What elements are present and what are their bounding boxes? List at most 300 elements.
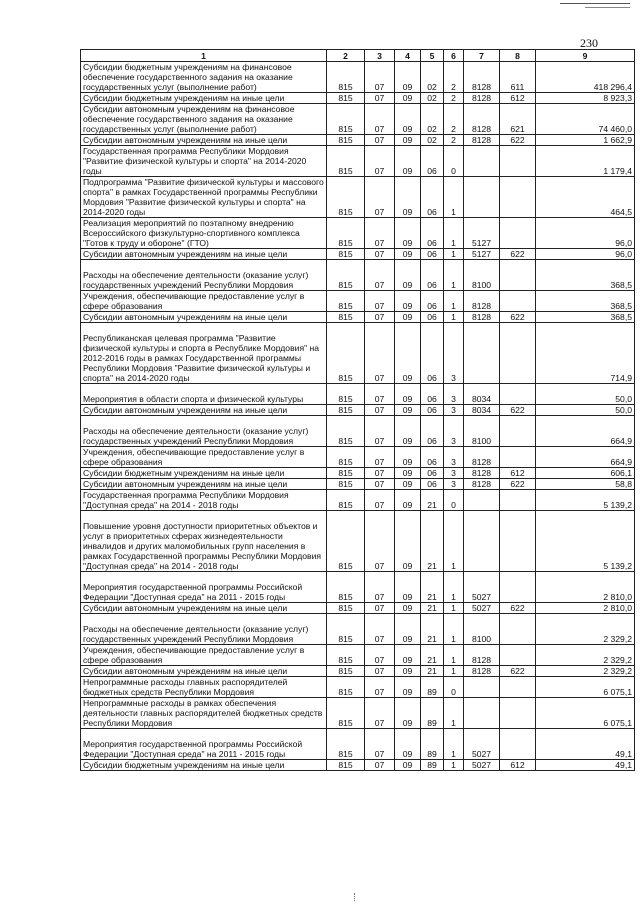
cell-ministry-code: 815 [327, 177, 365, 218]
cell-section: 07 [365, 104, 395, 135]
cell-subprogram: 1 [444, 698, 464, 729]
cell-subprogram: 1 [444, 291, 464, 312]
cell-item-code: 8128 [464, 468, 500, 479]
cell-subprogram: 3 [444, 447, 464, 468]
table-row [81, 291, 635, 312]
cell-amount: 664,9 [536, 416, 635, 447]
cell-name: Учреждения, обеспечивающие предоставление услуг в сфере образования [81, 645, 327, 666]
cell-section: 07 [365, 291, 395, 312]
cell-ministry-code: 815 [327, 698, 365, 729]
table-header-row [81, 50, 635, 62]
cell-ministry-code: 815 [327, 135, 365, 146]
table-row [81, 62, 635, 93]
cell-subprogram: 2 [444, 62, 464, 93]
cell-subsection: 09 [395, 249, 421, 260]
cell-amount: 606,1 [536, 468, 635, 479]
cell-item-code [464, 698, 500, 729]
cell-program: 06 [421, 323, 444, 384]
cell-ministry-code: 815 [327, 490, 365, 511]
cell-subprogram: 1 [444, 572, 464, 603]
cell-ministry-code: 815 [327, 405, 365, 416]
cell-ministry-code: 815 [327, 603, 365, 614]
cell-ministry-code: 815 [327, 93, 365, 104]
table-row [81, 218, 635, 249]
cell-program: 06 [421, 405, 444, 416]
table-body [81, 62, 635, 771]
cell-subsection: 09 [395, 218, 421, 249]
cell-amount: 49,1 [536, 760, 635, 771]
cell-section: 07 [365, 384, 395, 405]
cell-ministry-code: 815 [327, 260, 365, 291]
cell-amount: 368,5 [536, 260, 635, 291]
cell-name: Учреждения, обеспечивающие предоставление услуг в сфере образования [81, 447, 327, 468]
table-row [81, 447, 635, 468]
cell-ministry-code: 815 [327, 218, 365, 249]
cell-ministry-code: 815 [327, 312, 365, 323]
cell-section: 07 [365, 62, 395, 93]
cell-section: 07 [365, 93, 395, 104]
cell-item-code: 8128 [464, 447, 500, 468]
cell-ministry-code: 815 [327, 323, 365, 384]
cell-amount: 464,5 [536, 177, 635, 218]
cell-subsection: 09 [395, 677, 421, 698]
cell-expense-type: 622 [500, 603, 536, 614]
cell-amount: 96,0 [536, 249, 635, 260]
cell-program: 21 [421, 666, 444, 677]
cell-program: 02 [421, 135, 444, 146]
cell-section: 07 [365, 479, 395, 490]
cell-section: 07 [365, 405, 395, 416]
cell-name: Подпрограмма "Развитие физической культуры и массового спорта" в рамках Государственной программы Республики Мордовия "Развитие физической культуры и спорта" на 2014-2020 годы [81, 177, 327, 218]
cell-amount: 1 662,9 [536, 135, 635, 146]
cell-item-code: 8100 [464, 260, 500, 291]
cell-amount: 418 296,4 [536, 62, 635, 93]
cell-program: 02 [421, 93, 444, 104]
cell-program: 06 [421, 249, 444, 260]
cell-subsection: 09 [395, 135, 421, 146]
cell-subprogram: 1 [444, 260, 464, 291]
column-header: 2 [327, 50, 365, 62]
cell-amount: 50,0 [536, 405, 635, 416]
table-row [81, 146, 635, 177]
cell-subprogram: 2 [444, 104, 464, 135]
table-row [81, 645, 635, 666]
cell-program: 89 [421, 698, 444, 729]
cell-expense-type [500, 572, 536, 603]
cell-subsection: 09 [395, 572, 421, 603]
cell-subsection: 09 [395, 468, 421, 479]
cell-subsection: 09 [395, 104, 421, 135]
cell-item-code [464, 511, 500, 572]
cell-subprogram: 1 [444, 218, 464, 249]
cell-subprogram: 1 [444, 645, 464, 666]
cell-ministry-code: 815 [327, 677, 365, 698]
cell-section: 07 [365, 146, 395, 177]
cell-section: 07 [365, 666, 395, 677]
budget-table [80, 49, 635, 771]
cell-name: Субсидии бюджетным учреждениям на иные цели [81, 760, 327, 771]
table-row [81, 677, 635, 698]
cell-amount: 6 075,1 [536, 677, 635, 698]
cell-expense-type [500, 490, 536, 511]
column-header: 1 [81, 50, 327, 62]
cell-name: Субсидии автономным учреждениям на иные цели [81, 312, 327, 323]
cell-ministry-code: 815 [327, 104, 365, 135]
cell-program: 06 [421, 468, 444, 479]
cell-name: Учреждения, обеспечивающие предоставление услуг в сфере образования [81, 291, 327, 312]
cell-name: Государственная программа Республики Мордовия "Доступная среда" на 2014 - 2018 годы [81, 490, 327, 511]
cell-expense-type [500, 416, 536, 447]
cell-program: 21 [421, 645, 444, 666]
table-row [81, 405, 635, 416]
cell-item-code: 8128 [464, 104, 500, 135]
column-header: 4 [395, 50, 421, 62]
cell-name: Расходы на обеспечение деятельности (оказание услуг) государственных учреждений Республики Мордовия [81, 260, 327, 291]
table-row [81, 177, 635, 218]
cell-item-code: 5127 [464, 218, 500, 249]
cell-section: 07 [365, 729, 395, 760]
table-row [81, 135, 635, 146]
cell-subsection: 09 [395, 384, 421, 405]
column-header: 6 [444, 50, 464, 62]
column-header: 8 [500, 50, 536, 62]
cell-amount: 49,1 [536, 729, 635, 760]
cell-section: 07 [365, 677, 395, 698]
table-row [81, 490, 635, 511]
cell-section: 07 [365, 177, 395, 218]
cell-subprogram: 0 [444, 146, 464, 177]
cell-subprogram: 1 [444, 729, 464, 760]
cell-subsection: 09 [395, 146, 421, 177]
cell-subprogram: 1 [444, 614, 464, 645]
cell-subsection: 09 [395, 614, 421, 645]
scan-mark [354, 893, 356, 901]
table-row [81, 384, 635, 405]
table-row [81, 572, 635, 603]
column-header: 3 [365, 50, 395, 62]
cell-program: 06 [421, 384, 444, 405]
cell-program: 02 [421, 104, 444, 135]
cell-name: Субсидии автономным учреждениям на финансовое обеспечение государственного задания на оказание государственных услуг (выполнение работ) [81, 104, 327, 135]
cell-section: 07 [365, 468, 395, 479]
table-row [81, 698, 635, 729]
cell-program: 06 [421, 260, 444, 291]
cell-subsection: 09 [395, 698, 421, 729]
cell-name: Реализация мероприятий по поэтапному внедрению Всероссийского физкультурно-спортивного комплекса "Готов к труду и обороне" (ГТО) [81, 218, 327, 249]
cell-name: Субсидии автономным учреждениям на иные цели [81, 479, 327, 490]
cell-expense-type: 622 [500, 479, 536, 490]
cell-program: 21 [421, 603, 444, 614]
cell-name: Расходы на обеспечение деятельности (оказание услуг) государственных учреждений Республики Мордовия [81, 416, 327, 447]
cell-amount: 368,5 [536, 291, 635, 312]
cell-section: 07 [365, 698, 395, 729]
cell-ministry-code: 815 [327, 645, 365, 666]
cell-subprogram: 1 [444, 666, 464, 677]
cell-subprogram: 3 [444, 384, 464, 405]
cell-program: 21 [421, 490, 444, 511]
cell-name: Непрограммные расходы главных распорядителей бюджетных средств Республики Мордовия [81, 677, 327, 698]
cell-subsection: 09 [395, 260, 421, 291]
cell-ministry-code: 815 [327, 384, 365, 405]
cell-subsection: 09 [395, 177, 421, 218]
cell-expense-type [500, 645, 536, 666]
cell-program: 89 [421, 729, 444, 760]
cell-expense-type: 622 [500, 249, 536, 260]
cell-name: Субсидии автономным учреждениям на иные цели [81, 666, 327, 677]
cell-name: Государственная программа Республики Мордовия "Развитие физической культуры и спорта" на 2014-2020 годы [81, 146, 327, 177]
table-row [81, 666, 635, 677]
cell-section: 07 [365, 249, 395, 260]
cell-subsection: 09 [395, 312, 421, 323]
table-row [81, 323, 635, 384]
cell-item-code: 8100 [464, 614, 500, 645]
cell-ministry-code: 815 [327, 249, 365, 260]
cell-program: 06 [421, 479, 444, 490]
cell-program: 06 [421, 177, 444, 218]
cell-amount: 5 139,2 [536, 511, 635, 572]
cell-name: Субсидии автономным учреждениям на иные цели [81, 249, 327, 260]
cell-section: 07 [365, 490, 395, 511]
cell-amount: 8 923,3 [536, 93, 635, 104]
cell-subsection: 09 [395, 323, 421, 384]
cell-subsection: 09 [395, 729, 421, 760]
cell-item-code: 8100 [464, 416, 500, 447]
cell-subprogram: 3 [444, 468, 464, 479]
cell-ministry-code: 815 [327, 760, 365, 771]
table-row [81, 416, 635, 447]
cell-subsection: 09 [395, 760, 421, 771]
cell-section: 07 [365, 447, 395, 468]
cell-ministry-code: 815 [327, 146, 365, 177]
cell-amount: 1 179,4 [536, 146, 635, 177]
cell-program: 06 [421, 146, 444, 177]
cell-program: 21 [421, 572, 444, 603]
cell-subsection: 09 [395, 490, 421, 511]
cell-subsection: 09 [395, 645, 421, 666]
cell-subprogram: 0 [444, 490, 464, 511]
cell-expense-type [500, 384, 536, 405]
cell-subprogram: 1 [444, 603, 464, 614]
cell-ministry-code: 815 [327, 479, 365, 490]
cell-item-code: 8128 [464, 479, 500, 490]
cell-name: Субсидии бюджетным учреждениям на иные цели [81, 468, 327, 479]
corner-mark [585, 7, 630, 8]
cell-expense-type [500, 323, 536, 384]
cell-ministry-code: 815 [327, 62, 365, 93]
cell-name: Субсидии бюджетным учреждениям на финансовое обеспечение государственного задания на оказание государственных услуг (выполнение работ) [81, 62, 327, 93]
cell-ministry-code: 815 [327, 572, 365, 603]
cell-subsection: 09 [395, 666, 421, 677]
table-row [81, 760, 635, 771]
cell-expense-type [500, 260, 536, 291]
cell-amount: 2 810,0 [536, 603, 635, 614]
cell-name: Республиканская целевая программа "Развитие физической культуры и спорта в Республике Мордовия" на 2012-2016 годы в рамках Государственной программы Республики Мордовия "Развитие физической культуры и спорта" на 2014-2020 годы [81, 323, 327, 384]
cell-subprogram: 1 [444, 760, 464, 771]
cell-subprogram: 2 [444, 93, 464, 104]
cell-section: 07 [365, 511, 395, 572]
cell-ministry-code: 815 [327, 468, 365, 479]
table-row [81, 93, 635, 104]
cell-item-code: 5027 [464, 760, 500, 771]
cell-expense-type [500, 698, 536, 729]
table-row [81, 312, 635, 323]
cell-expense-type: 621 [500, 104, 536, 135]
cell-expense-type [500, 218, 536, 249]
cell-amount: 50,0 [536, 384, 635, 405]
cell-subsection: 09 [395, 62, 421, 93]
column-header: 9 [536, 50, 635, 62]
cell-ministry-code: 815 [327, 614, 365, 645]
table-row [81, 603, 635, 614]
cell-subsection: 09 [395, 479, 421, 490]
cell-item-code: 8128 [464, 645, 500, 666]
cell-subprogram: 3 [444, 416, 464, 447]
cell-expense-type [500, 447, 536, 468]
cell-expense-type [500, 614, 536, 645]
cell-expense-type [500, 677, 536, 698]
cell-amount: 2 329,2 [536, 645, 635, 666]
cell-name: Расходы на обеспечение деятельности (оказание услуг) государственных учреждений Республики Мордовия [81, 614, 327, 645]
cell-subprogram: 1 [444, 312, 464, 323]
table-row [81, 104, 635, 135]
cell-program: 21 [421, 511, 444, 572]
cell-program: 21 [421, 614, 444, 645]
cell-item-code: 8128 [464, 291, 500, 312]
cell-subprogram: 3 [444, 479, 464, 490]
cell-amount: 664,9 [536, 447, 635, 468]
cell-program: 06 [421, 416, 444, 447]
cell-amount: 5 139,2 [536, 490, 635, 511]
cell-item-code: 8034 [464, 405, 500, 416]
cell-subprogram: 1 [444, 511, 464, 572]
table-row [81, 614, 635, 645]
cell-name: Мероприятия в области спорта и физической культуры [81, 384, 327, 405]
cell-subprogram: 3 [444, 323, 464, 384]
cell-amount: 2 329,2 [536, 666, 635, 677]
cell-subsection: 09 [395, 405, 421, 416]
table-row [81, 479, 635, 490]
cell-name: Повышение уровня доступности приоритетных объектов и услуг в приоритетных сферах жизнедеятельности инвалидов и других маломобильных групп населения в рамках Государственной программы Республики Мордовия "Доступная среда" на 2014 - 2018 годы [81, 511, 327, 572]
cell-subprogram: 3 [444, 405, 464, 416]
cell-expense-type: 622 [500, 666, 536, 677]
cell-amount: 96,0 [536, 218, 635, 249]
cell-expense-type [500, 511, 536, 572]
cell-section: 07 [365, 614, 395, 645]
cell-section: 07 [365, 416, 395, 447]
corner-mark [560, 3, 630, 4]
table-row [81, 468, 635, 479]
cell-section: 07 [365, 135, 395, 146]
table-row [81, 511, 635, 572]
cell-subsection: 09 [395, 447, 421, 468]
cell-item-code: 5027 [464, 603, 500, 614]
cell-expense-type [500, 729, 536, 760]
table-row [81, 729, 635, 760]
cell-ministry-code: 815 [327, 729, 365, 760]
column-header: 7 [464, 50, 500, 62]
cell-expense-type [500, 177, 536, 218]
cell-name: Субсидии автономным учреждениям на иные цели [81, 405, 327, 416]
cell-item-code: 5027 [464, 729, 500, 760]
cell-section: 07 [365, 645, 395, 666]
cell-subprogram: 0 [444, 677, 464, 698]
cell-item-code: 5027 [464, 572, 500, 603]
cell-name: Мероприятия государственной программы Российской Федерации "Доступная среда" на 2011 - 2015 годы [81, 572, 327, 603]
cell-item-code [464, 146, 500, 177]
cell-name: Мероприятия государственной программы Российской Федерации "Доступная среда" на 2011 - 2015 годы [81, 729, 327, 760]
cell-section: 07 [365, 312, 395, 323]
cell-amount: 368,5 [536, 312, 635, 323]
cell-item-code: 8128 [464, 312, 500, 323]
cell-expense-type: 612 [500, 760, 536, 771]
cell-name: Субсидии автономным учреждениям на иные цели [81, 603, 327, 614]
cell-expense-type: 612 [500, 468, 536, 479]
cell-item-code [464, 177, 500, 218]
cell-ministry-code: 815 [327, 291, 365, 312]
cell-section: 07 [365, 260, 395, 291]
column-header: 5 [421, 50, 444, 62]
cell-subsection: 09 [395, 603, 421, 614]
cell-program: 06 [421, 447, 444, 468]
cell-subsection: 09 [395, 511, 421, 572]
cell-ministry-code: 815 [327, 666, 365, 677]
page-number: 230 [580, 36, 598, 50]
cell-amount: 6 075,1 [536, 698, 635, 729]
cell-subprogram: 2 [444, 135, 464, 146]
cell-item-code [464, 677, 500, 698]
cell-section: 07 [365, 572, 395, 603]
cell-item-code: 8128 [464, 62, 500, 93]
cell-ministry-code: 815 [327, 416, 365, 447]
cell-expense-type: 622 [500, 135, 536, 146]
cell-item-code: 8128 [464, 93, 500, 104]
cell-amount: 74 460,0 [536, 104, 635, 135]
cell-amount: 2 810,0 [536, 572, 635, 603]
cell-subsection: 09 [395, 416, 421, 447]
cell-section: 07 [365, 760, 395, 771]
cell-amount: 2 329,2 [536, 614, 635, 645]
cell-ministry-code: 815 [327, 447, 365, 468]
cell-subprogram: 1 [444, 177, 464, 218]
cell-subsection: 09 [395, 291, 421, 312]
cell-program: 06 [421, 291, 444, 312]
cell-program: 06 [421, 218, 444, 249]
cell-section: 07 [365, 323, 395, 384]
cell-item-code: 8034 [464, 384, 500, 405]
cell-name: Непрограммные расходы в рамках обеспечения деятельности главных распорядителей бюджетных средств Республики Мордовия [81, 698, 327, 729]
cell-expense-type: 622 [500, 405, 536, 416]
cell-amount: 58,8 [536, 479, 635, 490]
cell-name: Субсидии бюджетным учреждениям на иные цели [81, 93, 327, 104]
cell-expense-type: 611 [500, 62, 536, 93]
cell-item-code: 5127 [464, 249, 500, 260]
cell-expense-type [500, 146, 536, 177]
cell-item-code [464, 323, 500, 384]
cell-program: 89 [421, 760, 444, 771]
cell-item-code [464, 490, 500, 511]
cell-ministry-code: 815 [327, 511, 365, 572]
cell-expense-type [500, 291, 536, 312]
table-row [81, 260, 635, 291]
cell-name: Субсидии автономным учреждениям на иные цели [81, 135, 327, 146]
cell-expense-type: 612 [500, 93, 536, 104]
cell-item-code: 8128 [464, 666, 500, 677]
cell-amount: 714,9 [536, 323, 635, 384]
cell-subprogram: 1 [444, 249, 464, 260]
cell-section: 07 [365, 218, 395, 249]
table-row [81, 249, 635, 260]
cell-section: 07 [365, 603, 395, 614]
